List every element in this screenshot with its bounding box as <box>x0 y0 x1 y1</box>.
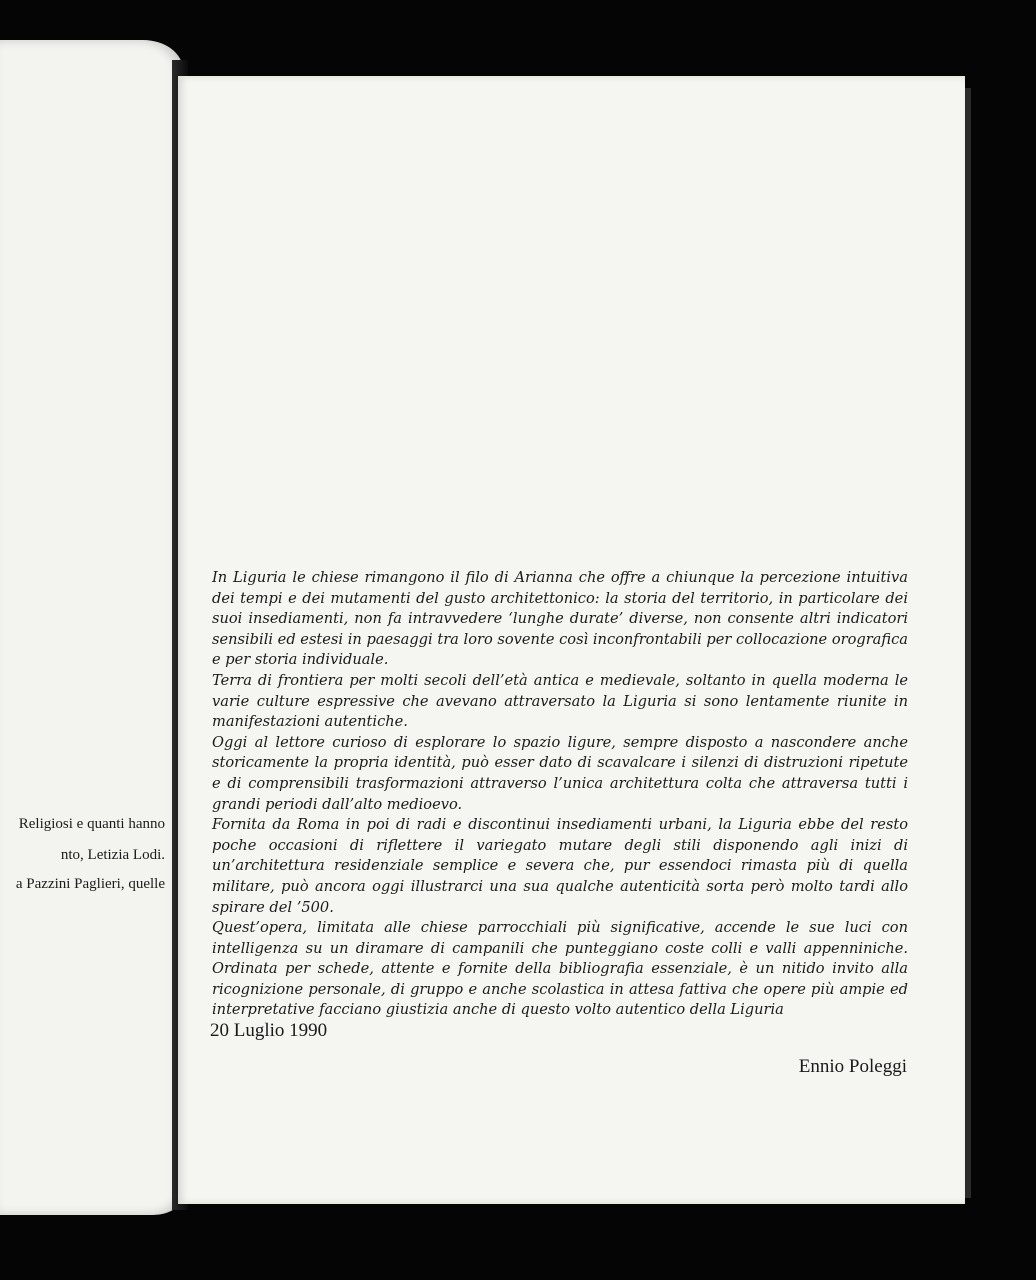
preface-paragraph-3: Oggi al lettore curioso di esplorare lo spazio ligure, sempre disposto a nascondere anche storicamente la propria identità, può esser dato di scavalcare i silenzi di distruzioni ripetute e di comprensibili trasformazioni attraverso l’unica architettura colta che attraversa tutti i grandi periodi dall’alto medioevo. <box>212 733 908 813</box>
preface-text <box>212 568 908 1021</box>
preface-date: 20 Luglio 1990 <box>210 1020 328 1041</box>
preface-paragraph-4: Fornita da Roma in poi di radi e discontinui insediamenti urbani, la Liguria ebbe del resto poche occasioni di riflettere il variegato mutare degli stili disponendo agli inizi di un’architettura residenziale semplice e severa che, pur essendoci rimasta più di quella militare, può ancora oggi illustrarci una sua qualche autenticità sorta però molto tardi allo spirare del ’500. <box>212 816 908 916</box>
preface-author: Ennio Poleggi <box>798 1056 907 1077</box>
preface-paragraph-2: Terra di frontiera per molti secoli dell’età antica e medievale, soltanto in quella moderna le varie culture espressive che avevano attraversato la Liguria si sono lentamente riunite in manifestazioni autentiche. <box>212 671 908 731</box>
left-page-line-2: nto, Letizia Lodi. <box>60 847 165 863</box>
left-page-line-1: Religiosi e quanti hanno <box>18 816 165 832</box>
right-page <box>178 76 965 1204</box>
preface-paragraph-1: In Liguria le chiese rimangono il filo di Arianna che offre a chiunque la percezione intuitiva dei tempi e dei mutamenti del gusto architettonico: la storia del territorio, in particolare dei suoi insediamenti, non fa intravvedere ‘lunghe durate’ diverse, non consente altri indicatori sensibili ed estesi in paesaggi tra loro sovente così inconfrontabili per collocazione orografica e per storia individuale. <box>212 569 908 669</box>
left-page <box>0 40 183 1215</box>
preface-paragraph-5: Quest’opera, limitata alle chiese parrocchiali più significative, accende le sue luci con intelligenza su un diramare di campanili che punteggiano coste colli e valli appenniniche. Ordinata per schede, attente e fornite della bibliografia essenziale, è un nitido invito alla ricognizione personale, di gruppo e anche scolastica in attesa fattiva che opere più ampie ed interpretative facciano giustizia anche di questo volto autentico della Liguria <box>212 919 908 1019</box>
page-edge <box>965 88 971 1198</box>
left-page-line-3: a Pazzini Paglieri, quelle <box>15 876 165 892</box>
